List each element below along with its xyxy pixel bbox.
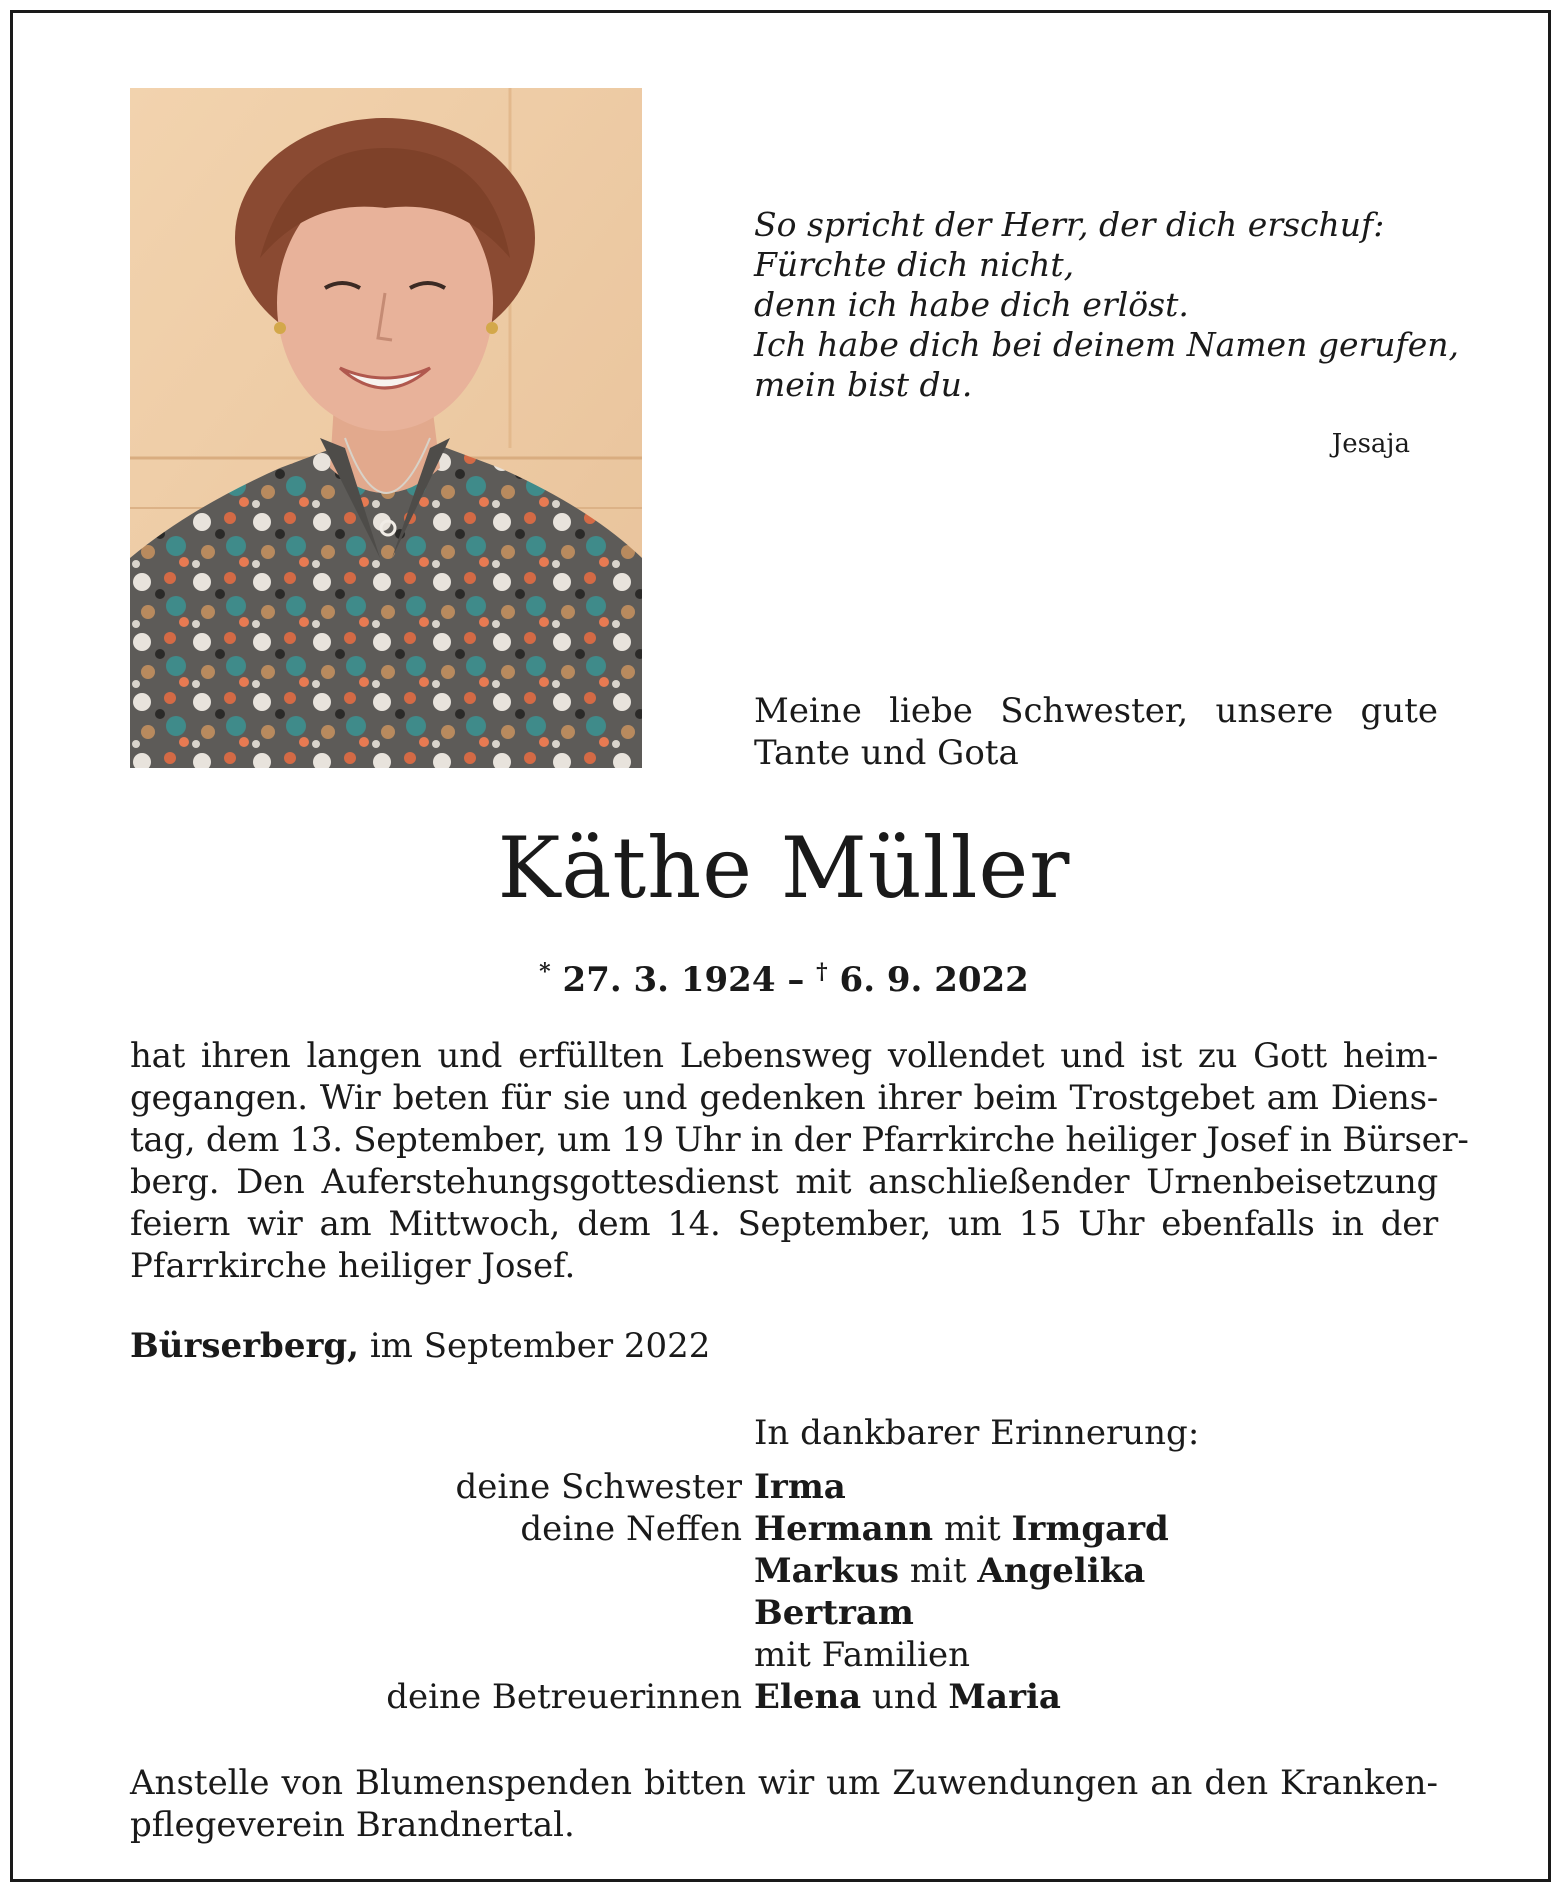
announcement-line: berg. Den Auferstehungsgottesdienst mit anschließender Urnenbeisetzung [130,1162,1438,1202]
mourner-name: Irmgard [1011,1509,1169,1549]
mourner-names [754,1466,846,1508]
mourner-names [754,1508,1169,1550]
portrait-photo [130,88,642,768]
mourner-label [130,1550,754,1592]
donation-line: pflegeverein Brandnertal. [130,1805,575,1845]
mourner-names [754,1676,1061,1718]
mourner-label: deine Betreuerinnen [386,1677,742,1717]
intro-line: Meine liebe Schwester, unsere gute [754,691,1438,731]
life-dates [130,950,1438,1002]
announcement-line: gegangen. Wir beten für sie und gedenken ihrer beim Trostgebet am Diens- [130,1078,1438,1118]
verse-line: Fürchte dich nicht, [754,245,1075,284]
verse-line: Ich habe dich bei deinem Namen gerufen, [754,325,1459,364]
death-symbol: † [816,959,828,985]
mourner-row [130,1466,1438,1508]
deceased-name: Käthe Müller [497,819,1071,917]
announcement-line: hat ihren langen und erfüllten Lebensweg vollendet und ist zu Gott heim- [130,1036,1438,1076]
mourner-name: Hermann [754,1509,934,1549]
verse-source: Jesaja [1331,429,1410,459]
mourner-label [130,1592,754,1634]
memory-heading: In dankbarer Erinnerung: [754,1413,1200,1453]
mourner-families: mit Familien [754,1635,971,1675]
mourner-name: Maria [948,1677,1061,1717]
mourner-row [130,1676,1438,1718]
place-and-date [130,1325,710,1367]
portrait-illustration [130,88,642,768]
date-dash: – [787,960,805,1000]
mourner-label: deine Neffen [520,1509,742,1549]
verse-line: denn ich habe dich erlöst. [754,285,1189,324]
mourner-name: Bertram [754,1593,914,1633]
donation-line: Anstelle von Blumenspenden bitten wir um Zuwendungen an den Kranken- [130,1763,1438,1803]
verse-line: mein bist du. [754,365,973,404]
birth-date: 27. 3. 1924 [562,960,776,1000]
verse-line: So spricht der Herr, der dich erschuf: [754,205,1385,244]
mourner-names [754,1550,1145,1592]
announcement-line: tag, dem 13. September, um 19 Uhr in der Pfarrkirche heiliger Josef in Bürser- [130,1120,1469,1160]
donation-note [130,1762,1438,1846]
mourner-join: mit [909,1551,967,1591]
mourner-row [130,1550,1438,1592]
mourner-name: Irma [754,1467,846,1507]
mourners-list [130,1466,1438,1718]
mourner-name: Elena [754,1677,862,1717]
place-town: Bürserberg, [130,1326,359,1366]
mourner-label: deine Schwester [455,1467,742,1507]
mourner-label [130,1634,754,1676]
intro-line: Tante und Gota [754,733,1019,773]
mourner-row [130,1634,1438,1676]
mourner-name: Angelika [977,1551,1146,1591]
place-date: im September 2022 [369,1326,711,1366]
mourner-join: und [872,1677,938,1717]
announcement-text [130,1035,1469,1287]
announcement-line: feiern wir am Mittwoch, dem 14. September, um 15 Uhr ebenfalls in der [130,1204,1438,1244]
death-date: 6. 9. 2022 [839,960,1029,1000]
announcement-line: Pfarrkirche heiliger Josef. [130,1246,576,1286]
mourner-row [130,1508,1438,1550]
mourner-names [754,1592,914,1634]
bible-verse [754,205,1459,405]
mourner-row [130,1592,1438,1634]
intro-text [754,690,1438,774]
mourner-name: Markus [754,1551,899,1591]
birth-symbol: * [539,959,551,985]
mourner-join: mit [943,1509,1001,1549]
